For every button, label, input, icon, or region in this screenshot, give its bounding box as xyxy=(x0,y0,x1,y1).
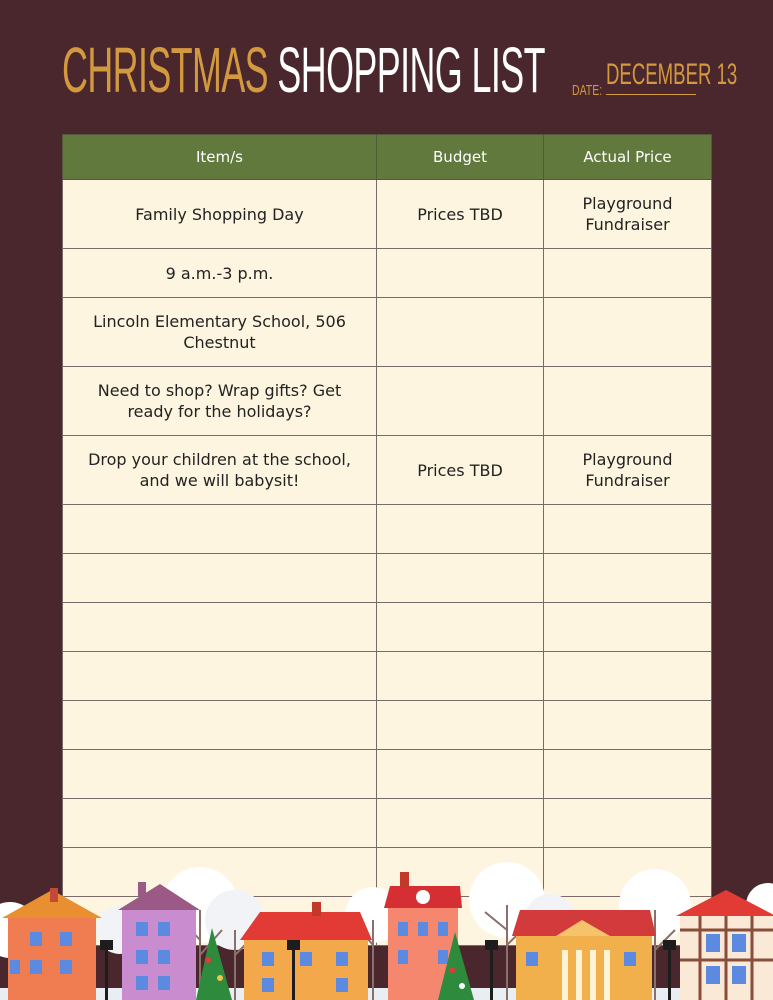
shopping-list-table xyxy=(62,134,712,946)
table-row xyxy=(63,298,712,367)
table-row xyxy=(63,436,712,505)
title-christmas: CHRISTMAS xyxy=(62,34,269,106)
date-label: DATE: xyxy=(572,82,603,99)
table-row xyxy=(63,249,712,298)
budget-cell xyxy=(377,652,544,701)
header-items: Item/s xyxy=(63,135,377,180)
house xyxy=(512,910,656,1000)
item-cell: Drop your children at the school, and we will babysit! xyxy=(63,436,377,505)
actual-price-cell xyxy=(544,603,712,652)
page-title xyxy=(62,30,545,110)
item-cell xyxy=(63,701,377,750)
budget-cell xyxy=(377,750,544,799)
house xyxy=(240,902,372,1000)
budget-cell: Prices TBD xyxy=(377,436,544,505)
header-actual-price: Actual Price xyxy=(544,135,712,180)
budget-cell xyxy=(377,701,544,750)
budget-cell xyxy=(377,367,544,436)
actual-price-cell xyxy=(544,505,712,554)
actual-price-cell xyxy=(544,249,712,298)
item-cell xyxy=(63,652,377,701)
budget-cell xyxy=(377,249,544,298)
item-cell: Lincoln Elementary School, 506 Chestnut xyxy=(63,298,377,367)
item-cell xyxy=(63,750,377,799)
actual-price-cell xyxy=(544,799,712,848)
table-row xyxy=(63,701,712,750)
actual-price-cell: Playground Fundraiser xyxy=(544,436,712,505)
date-value: DECEMBER 13 xyxy=(606,58,738,91)
item-cell xyxy=(63,603,377,652)
table-row xyxy=(63,554,712,603)
village-illustration xyxy=(0,860,773,1000)
table-row xyxy=(63,652,712,701)
item-cell: 9 a.m.-3 p.m. xyxy=(63,249,377,298)
actual-price-cell xyxy=(544,367,712,436)
table-row xyxy=(63,180,712,249)
item-cell xyxy=(63,554,377,603)
budget-cell xyxy=(377,603,544,652)
actual-price-cell xyxy=(544,298,712,367)
budget-cell xyxy=(377,298,544,367)
table-header-row xyxy=(63,135,712,180)
actual-price-cell xyxy=(544,554,712,603)
actual-price-cell xyxy=(544,750,712,799)
table-row xyxy=(63,367,712,436)
budget-cell xyxy=(377,799,544,848)
item-cell: Family Shopping Day xyxy=(63,180,377,249)
table-row xyxy=(63,505,712,554)
snowy-trees xyxy=(0,862,773,1000)
table-row xyxy=(63,603,712,652)
budget-cell xyxy=(377,554,544,603)
budget-cell: Prices TBD xyxy=(377,180,544,249)
item-cell: Need to shop? Wrap gifts? Get ready for the holidays? xyxy=(63,367,377,436)
title-shopping-list: SHOPPING LIST xyxy=(277,34,545,106)
item-cell xyxy=(63,799,377,848)
table-row xyxy=(63,750,712,799)
date-field xyxy=(570,56,738,106)
budget-cell xyxy=(377,505,544,554)
actual-price-cell xyxy=(544,652,712,701)
snow-ground xyxy=(0,988,773,1000)
actual-price-cell xyxy=(544,701,712,750)
date-underline xyxy=(606,94,696,95)
actual-price-cell: Playground Fundraiser xyxy=(544,180,712,249)
header-budget: Budget xyxy=(377,135,544,180)
table-row xyxy=(63,799,712,848)
item-cell xyxy=(63,505,377,554)
